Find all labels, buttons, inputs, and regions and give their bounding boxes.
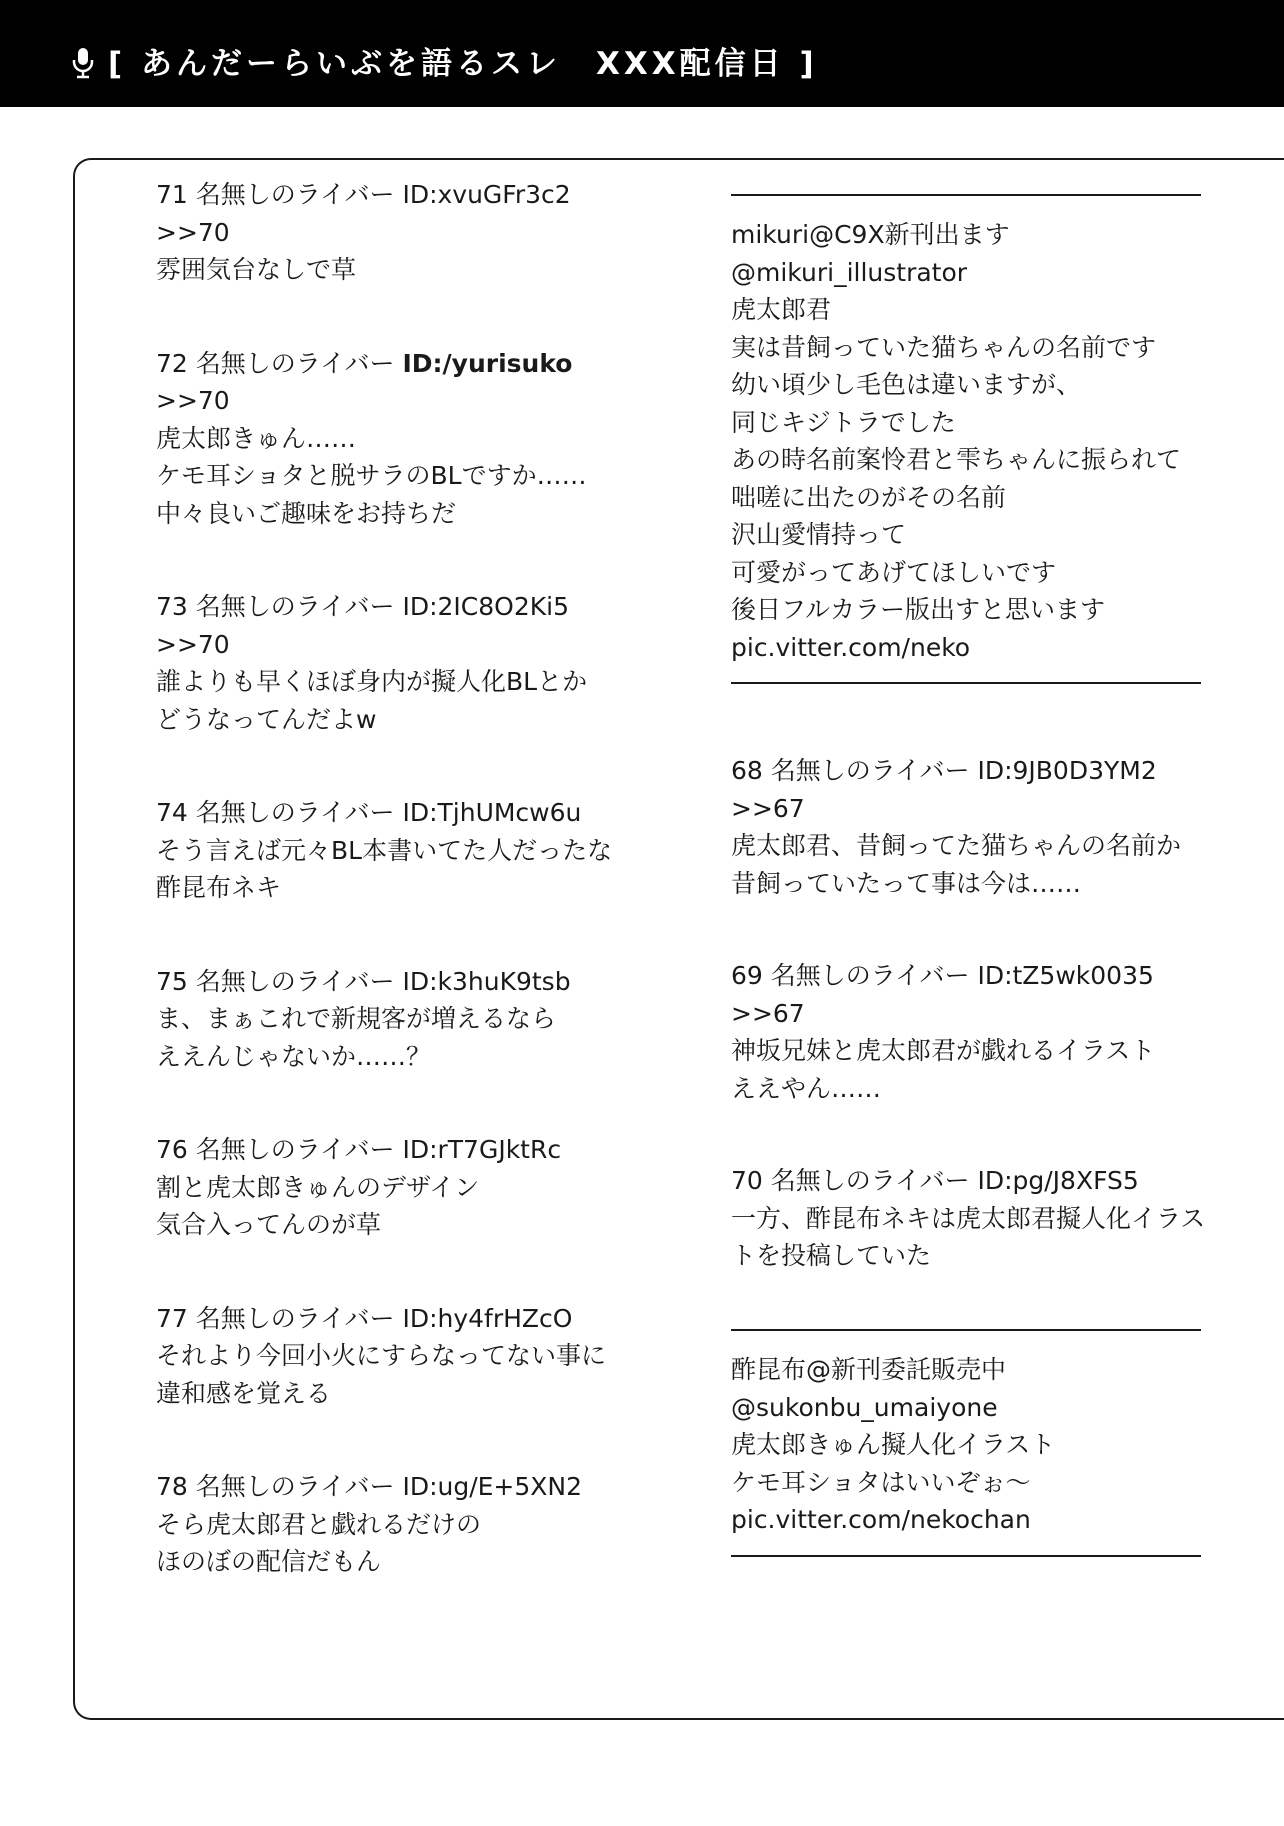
tweet-line: 幼い頃少し毛色は違いますが、 [731, 370, 1082, 399]
post-line: 虎太郎君、昔飼ってた猫ちゃんの名前か [731, 831, 1182, 860]
tweet-author: mikuri@C9X新刊出ます [731, 220, 1010, 249]
post-header: 77 名無しのライバー ID:hy4frHZcO [156, 1303, 573, 1333]
tweet-line: 可愛がってあげてほしいです [731, 557, 1057, 587]
tweet-line: 同じキジトラでした [731, 407, 956, 437]
embedded-tweet-sukonbu [731, 1329, 1201, 1557]
post-line: 気合入ってんのが草 [156, 1210, 382, 1239]
post-70 [731, 1162, 1205, 1275]
post-header: 74 名無しのライバー ID:TjhUMcw6u [156, 798, 582, 827]
post-header: 78 名無しのライバー ID:ug/E+5XN2 [156, 1472, 583, 1501]
post-line: >>70 [156, 386, 230, 415]
tweet-link[interactable]: pic.vitter.com/nekochan [731, 1505, 1031, 1534]
post-line: >>67 [731, 793, 805, 823]
post-68 [731, 752, 1181, 902]
post-72 [156, 345, 626, 533]
post-line: そら虎太郎君と戯れるだけの [156, 1509, 482, 1539]
post-header-prefix: 72 名無しのライバー [156, 348, 403, 378]
post-line: それより今回小火にすらなってない事に [156, 1341, 607, 1370]
post-line: 虎太郎きゅん…… [156, 423, 357, 453]
post-header: 76 名無しのライバー ID:rT7GJktRc [156, 1135, 562, 1164]
post-line: 昔飼っていたって事は今は…… [731, 868, 1082, 898]
post-line: 雰囲気台なしで草 [156, 255, 357, 284]
post-line: トを投稿していた [731, 1241, 932, 1270]
post-line: 酢昆布ネキ [156, 873, 282, 902]
thread-title: [ あんだーらいぶを語るスレ XXX配信日 ] [108, 46, 818, 82]
post-line: >>70 [156, 629, 230, 659]
post-line: 一方、酢昆布ネキは虎太郎君擬人化イラス [731, 1203, 1206, 1233]
post-71 [156, 176, 626, 289]
microphone-icon [72, 47, 94, 79]
post-73 [156, 588, 626, 738]
tweet-line: あの時名前案怜君と雫ちゃんに振られて [731, 445, 1182, 474]
tweet-line: 実は昔飼っていた猫ちゃんの名前です [731, 332, 1157, 362]
post-line: >>70 [156, 217, 230, 247]
post-header: 75 名無しのライバー ID:k3huK9tsb [156, 966, 571, 996]
post-76 [156, 1131, 626, 1244]
post-header: 69 名無しのライバー ID:tZ5wk0035 [731, 961, 1154, 990]
thread-header [0, 0, 1284, 107]
post-78 [156, 1468, 626, 1581]
tweet-line: 虎太郎きゅん擬人化イラスト [731, 1430, 1056, 1459]
post-line: 違和感を覚える [156, 1378, 332, 1408]
post-77 [156, 1300, 626, 1413]
post-header: 70 名無しのライバー ID:pg/J8XFS5 [731, 1166, 1139, 1195]
tweet-line: 虎太郎君 [731, 295, 832, 324]
embedded-tweet-mikuri [731, 194, 1201, 684]
post-id-bold: ID:/yurisuko [402, 348, 573, 378]
tweet-author: 酢昆布@新刊委託販売中 [731, 1355, 1007, 1384]
tweet-line: 沢山愛情持って [731, 520, 907, 549]
post-line: ええんじゃないか……？ [156, 1041, 432, 1071]
post-header: 71 名無しのライバー ID:xvuGFr3c2 [156, 180, 571, 209]
post-line: 割と虎太郎きゅんのデザイン [156, 1172, 480, 1202]
post-75 [156, 963, 626, 1076]
tweet-line: 後日フルカラー版出すと思います [731, 595, 1106, 624]
post-header: 68 名無しのライバー ID:9JB0D3YM2 [731, 756, 1157, 785]
post-line: ケモ耳ショタと脱サラのBLですか…… [156, 461, 587, 490]
left-column [156, 176, 626, 1637]
post-74 [156, 794, 626, 907]
tweet-handle: @sukonbu_umaiyone [731, 1392, 998, 1422]
post-line: ま、まぁこれで新規客が増えるなら [156, 1004, 557, 1033]
post-line: どうなってんだよw [156, 704, 377, 734]
post-line: >>67 [731, 998, 805, 1028]
post-69 [731, 957, 1155, 1107]
post-line: ええやん…… [731, 1073, 882, 1103]
post-line: そう言えば元々BL本書いてた人だったな [156, 835, 613, 865]
post-header [156, 345, 626, 383]
tweet-line: 咄嗟に出たのがその名前 [731, 482, 1007, 512]
tweet-handle: @mikuri_illustrator [731, 257, 968, 287]
tweet-link[interactable]: pic.vitter.com/neko [731, 632, 971, 662]
post-line: 中々良いご趣味をお持ちだ [156, 498, 457, 528]
post-line: 誰よりも早くほぼ身内が擬人化BLとか [156, 667, 588, 696]
post-header: 73 名無しのライバー ID:2IC8O2Ki5 [156, 592, 569, 621]
post-line: ほのぼの配信だもん [156, 1547, 382, 1576]
post-line: 神坂兄妹と虎太郎君が戯れるイラスト [731, 1036, 1156, 1065]
tweet-line: ケモ耳ショタはいいぞぉ～ [731, 1467, 1031, 1497]
